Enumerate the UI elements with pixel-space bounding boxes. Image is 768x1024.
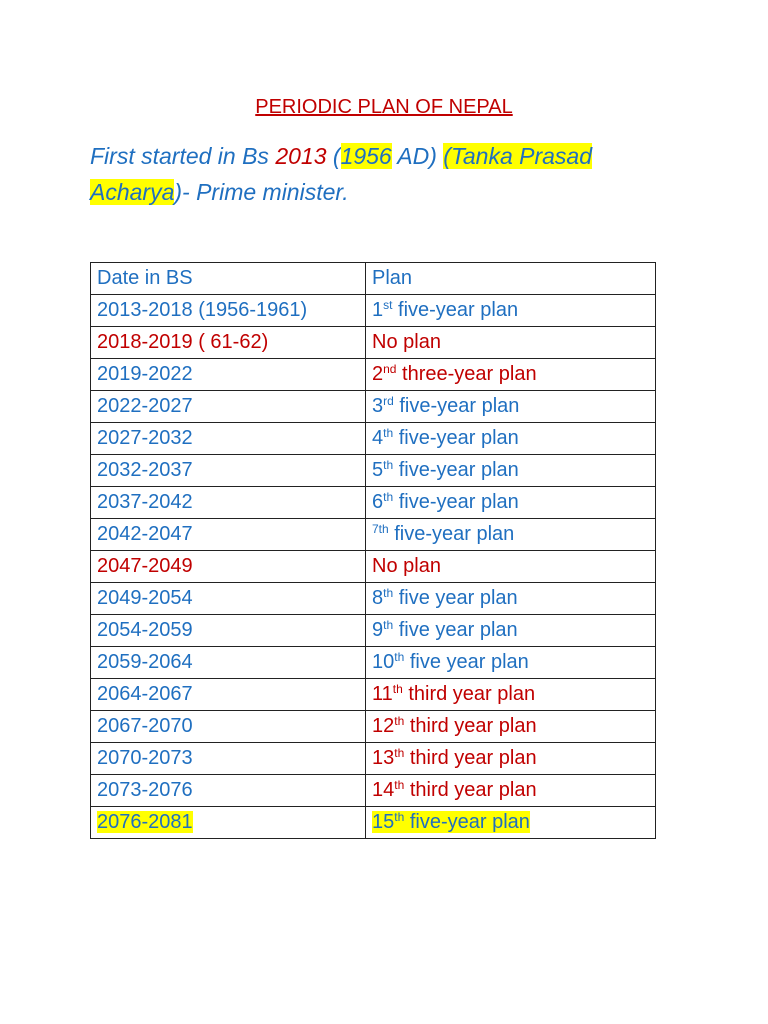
plan-ordinal-suffix: th [394,714,405,728]
plan-label: third year plan [404,715,537,737]
plan-text [372,587,518,609]
plan-label: five year plan [404,651,529,673]
plan-ordinal-suffix: th [383,618,394,632]
date-cell [91,327,366,359]
plan-cell [366,487,656,519]
plan-cell [366,327,656,359]
table-row [91,295,656,327]
page-title: PERIODIC PLAN OF NEPAL [255,96,513,118]
plan-label: third year plan [404,747,537,769]
intro-person: (Tanka Prasad Acharya [90,143,593,205]
plan-ordinal-suffix: th [383,490,394,504]
intro-text-4: )- Prime minister. [174,179,349,205]
date-cell [91,807,366,839]
plan-text [372,363,537,385]
intro-paragraph [90,138,690,210]
plan-number: 13 [372,747,395,769]
plan-label: five-year plan [393,427,519,449]
plan-text [372,619,518,641]
plan-cell [366,743,656,775]
plan-label: third year plan [404,779,537,801]
plan-cell [366,391,656,423]
plan-cell [366,647,656,679]
date-text: 2047-2049 [97,555,193,577]
date-text: 2032-2037 [97,459,193,481]
date-cell [91,743,366,775]
date-text: 2037-2042 [97,491,193,513]
header-plan: Plan [366,263,656,295]
plan-text [372,395,519,417]
plan-ordinal-suffix: th [394,650,405,664]
plan-cell [366,551,656,583]
plan-cell [366,615,656,647]
date-text: 2064-2067 [97,683,193,705]
plan-number: 3 [372,395,384,417]
plan-text [372,747,537,769]
date-cell [91,679,366,711]
plan-text [372,331,441,353]
plan-text [372,651,529,673]
plan-label: third year plan [402,683,536,705]
plan-text [372,299,518,321]
date-text: 2042-2047 [97,523,193,545]
date-text: 2073-2076 [97,779,193,801]
plan-label: five-year plan [392,299,519,321]
plan-label: No plan [372,555,441,577]
plan-cell [366,295,656,327]
plan-text [372,491,519,513]
intro-text-2: ( [326,143,341,169]
plan-number: 12 [372,715,395,737]
plan-label: five-year plan [393,491,519,513]
plan-number: 11 [372,683,393,705]
table-row [91,647,656,679]
date-text: 2076-2081 [97,811,193,833]
date-text: 2022-2027 [97,395,193,417]
date-cell [91,391,366,423]
table-row [91,775,656,807]
plan-ordinal-suffix: st [383,298,393,312]
plan-cell [366,807,656,839]
table-row [91,743,656,775]
plan-number: 6 [372,491,384,513]
date-text: 2054-2059 [97,619,193,641]
plan-label: No plan [372,331,441,353]
plan-number: 5 [372,459,384,481]
plan-ordinal-suffix: th [383,426,394,440]
date-cell [91,519,366,551]
table-row [91,487,656,519]
date-text: 2049-2054 [97,587,193,609]
date-cell [91,455,366,487]
plan-cell [366,711,656,743]
intro-year-bs: 2013 [275,143,327,169]
plan-text [372,811,530,833]
plan-text [372,427,519,449]
table-row [91,391,656,423]
plan-text [372,459,519,481]
table-row [91,455,656,487]
plan-cell [366,455,656,487]
plan-text [372,779,537,801]
plan-number: 10 [372,651,395,673]
plan-cell [366,519,656,551]
plan-label: five-year plan [393,395,520,417]
date-text: 2027-2032 [97,427,193,449]
plan-number: 8 [372,587,384,609]
plan-cell [366,359,656,391]
plan-cell [366,423,656,455]
plan-number: 2 [372,363,384,385]
plan-label: five-year plan [404,811,530,833]
plan-ordinal-suffix: th [383,458,394,472]
plan-ordinal-suffix: th [392,682,403,696]
plan-label: five year plan [393,619,518,641]
date-text: 2018-2019 ( 61-62) [97,331,269,353]
table-row [91,807,656,839]
table-row [91,615,656,647]
plan-text [372,555,441,577]
table-row [91,359,656,391]
table-row [91,551,656,583]
table-row [91,423,656,455]
plan-text [372,523,514,545]
plan-ordinal-suffix: th [383,586,394,600]
date-text: 2019-2022 [97,363,193,385]
date-cell [91,551,366,583]
plan-ordinal-suffix: th [394,778,405,792]
date-text: 2067-2070 [97,715,193,737]
date-cell [91,647,366,679]
date-text: 2070-2073 [97,747,193,769]
plans-table [90,262,656,839]
intro-text-3: AD) [391,143,444,169]
plan-cell [366,775,656,807]
plan-ordinal-suffix: nd [383,362,397,376]
plan-number: 9 [372,619,384,641]
date-cell [91,359,366,391]
date-text: 2059-2064 [97,651,193,673]
date-cell [91,775,366,807]
plan-label: three-year plan [396,363,537,385]
plan-number: 4 [372,427,384,449]
date-text: 2013-2018 (1956-1961) [97,299,308,321]
plan-cell [366,583,656,615]
intro-text-1: First started in Bs [90,143,276,169]
intro-year-ad: 1956 [340,143,392,169]
date-cell [91,583,366,615]
plan-label: five-year plan [388,523,515,545]
plan-ordinal-suffix: rd [383,394,394,408]
date-cell [91,423,366,455]
table-row [91,711,656,743]
table-header-row [91,263,656,295]
table-row [91,679,656,711]
table-row [91,327,656,359]
plan-ordinal-suffix: th [394,746,405,760]
plan-ordinal-suffix: th [394,810,405,824]
date-cell [91,711,366,743]
plan-text [372,683,535,705]
plan-cell [366,679,656,711]
table-row [91,583,656,615]
date-cell [91,295,366,327]
plan-number: 1 [372,299,384,321]
plan-number: 15 [372,811,395,833]
plan-text [372,715,537,737]
plan-label: five year plan [393,587,518,609]
date-cell [91,487,366,519]
plan-number: 14 [372,779,395,801]
header-date: Date in BS [91,263,366,295]
plan-ordinal-suffix: 7th [372,522,389,536]
date-cell [91,615,366,647]
table-row [91,519,656,551]
plan-label: five-year plan [393,459,519,481]
